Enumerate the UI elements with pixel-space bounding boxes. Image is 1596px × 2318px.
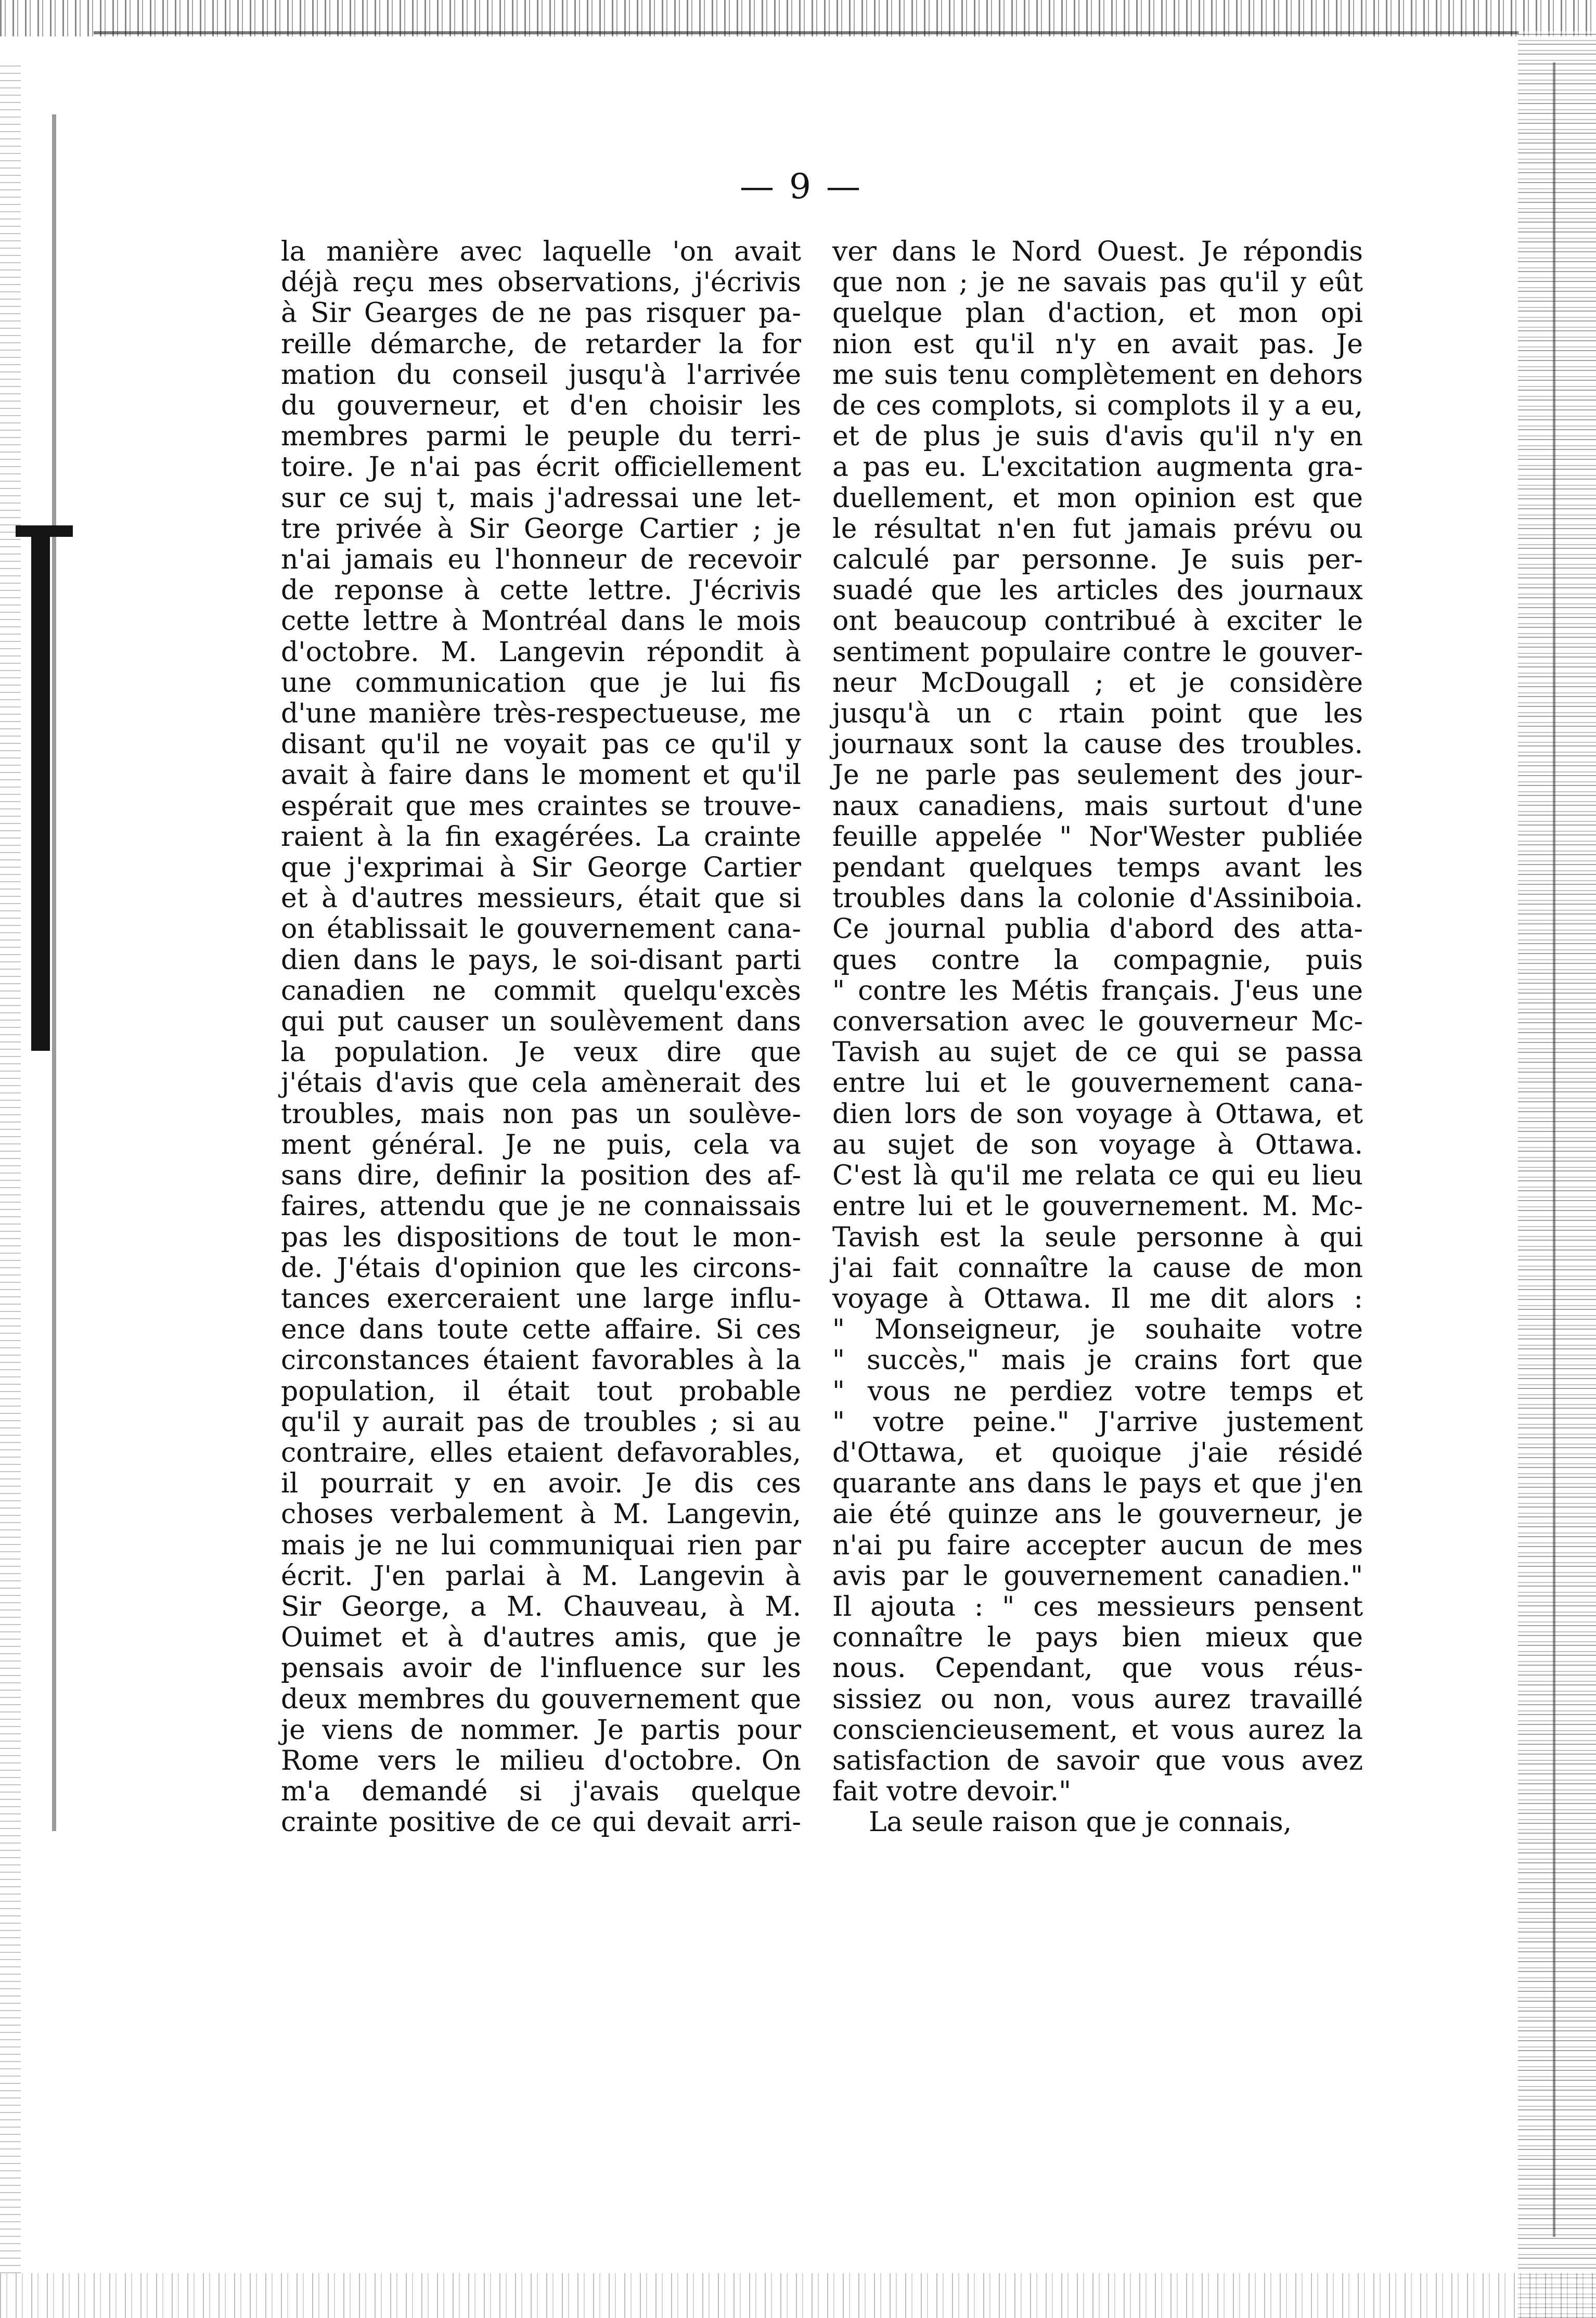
text-line: deux membres du gouvernement que — [281, 1683, 801, 1715]
text-line: " Monseigneur, je souhaite votre — [832, 1314, 1363, 1346]
text-line: tre privée à Sir George Cartier ; je — [281, 513, 801, 545]
text-line: on établissait le gouvernement cana- — [281, 913, 801, 945]
text-line: raient à la fin exagérées. La crainte — [281, 821, 801, 853]
scan-border-top — [94, 31, 1519, 34]
text-line: conversation avec le gouverneur Mc- — [832, 1006, 1363, 1038]
scan-noise-right — [1518, 31, 1596, 2318]
text-line: il pourrait y en avoir. Je dis ces — [281, 1468, 801, 1500]
text-line: que non ; je ne savais pas qu'il y eût — [832, 267, 1363, 299]
text-line: disant qu'il ne voyait pas ce qu'il y — [281, 729, 801, 761]
text-line: mais je ne lui communiquai rien par — [281, 1529, 801, 1561]
scan-border-right — [1553, 62, 1555, 2237]
text-line: avait à faire dans le moment et qu'il — [281, 759, 801, 791]
text-line: circonstances étaient favorables à la — [281, 1345, 801, 1376]
text-line: naux canadiens, mais surtout d'une — [832, 790, 1363, 822]
text-line: avis par le gouvernement canadien." — [832, 1560, 1363, 1592]
text-line: nous. Cependant, que vous réus- — [832, 1653, 1363, 1684]
text-line: espérait que mes craintes se trouve- — [281, 790, 801, 822]
text-line: aie été quinze ans le gouverneur, je — [832, 1499, 1363, 1530]
text-line: dien dans le pays, le soi-disant parti — [281, 944, 801, 976]
text-line: ence dans toute cette affaire. Si ces — [281, 1314, 801, 1346]
text-line: tances exerceraient une large influ- — [281, 1283, 801, 1315]
text-line: suadé que les articles des journaux — [832, 575, 1363, 607]
text-line: d'Ottawa, et quoique j'aie résidé — [832, 1437, 1363, 1469]
text-line: d'une manière très-respectueuse, me — [281, 698, 801, 730]
text-line: entre lui et le gouvernement. M. Mc- — [832, 1191, 1363, 1222]
text-line: de. J'étais d'opinion que les circons- — [281, 1252, 801, 1284]
text-line: pensais avoir de l'influence sur les — [281, 1653, 801, 1684]
text-column-left — [281, 237, 801, 1838]
text-line: une communication que je lui fis — [281, 667, 801, 699]
text-line: C'est là qu'il me relata ce qui eu lieu — [832, 1160, 1363, 1192]
text-line: toire. Je n'ai pas écrit officiellement — [281, 452, 801, 483]
text-line: et à d'autres messieurs, était que si — [281, 883, 801, 915]
text-line: cette lettre à Montréal dans le mois — [281, 606, 801, 637]
text-line: le résultat n'en fut jamais prévu ou — [832, 513, 1363, 545]
text-line: nion est qu'il n'y en avait pas. Je — [832, 328, 1363, 360]
scan-noise-left — [0, 62, 21, 2273]
text-line: Sir George, a M. Chauveau, à M. — [281, 1591, 801, 1622]
text-line: membres parmi le peuple du terri- — [281, 421, 801, 453]
text-line: canadien ne commit quelqu'excès — [281, 975, 801, 1007]
text-line: mation du conseil jusqu'à l'arrivée — [281, 359, 801, 391]
text-line: Ouimet et à d'autres amis, que je — [281, 1622, 801, 1654]
text-line: " succès," mais je crains fort que — [832, 1345, 1363, 1376]
text-line: reille démarche, de retarder la for — [281, 328, 801, 360]
scan-noise-bottom — [0, 2273, 1596, 2318]
text-line: pendant quelques temps avant les — [832, 852, 1363, 884]
text-line: consciencieusement, et vous aurez la — [832, 1714, 1363, 1746]
text-line: pas les dispositions de tout le mon- — [281, 1221, 801, 1253]
text-line: d'octobre. M. Langevin répondit à — [281, 636, 801, 668]
text-line: me suis tenu complètement en dehors — [832, 359, 1363, 391]
text-line: ver dans le Nord Ouest. Je répondis — [832, 236, 1363, 267]
text-line: La seule raison que je connais, — [869, 1807, 1292, 1838]
text-line: sentiment populaire contre le gouver- — [832, 636, 1363, 668]
binding-clip — [31, 531, 50, 1051]
binding-shadow — [52, 114, 56, 1831]
text-line: entre lui et le gouvernement cana- — [832, 1067, 1363, 1099]
text-line: Je ne parle pas seulement des jour- — [832, 759, 1363, 791]
text-line: jusqu'à un c rtain point que les — [832, 698, 1363, 730]
text-line: calculé par personne. Je suis per- — [832, 544, 1363, 576]
text-line: écrit. J'en parlai à M. Langevin à — [281, 1560, 801, 1592]
text-line: ques contre la compagnie, puis — [832, 944, 1363, 976]
text-line: a pas eu. L'excitation augmenta gra- — [832, 452, 1363, 483]
text-line: ont beaucoup contribué à exciter le — [832, 606, 1363, 637]
text-line: j'ai fait connaître la cause de mon — [832, 1252, 1363, 1284]
text-line: Ce journal publia d'abord des atta- — [832, 913, 1363, 945]
text-line: que j'exprimai à Sir George Cartier — [281, 852, 801, 884]
text-line: j'étais d'avis que cela amènerait des — [281, 1067, 801, 1099]
text-line: sans dire, definir la position des af- — [281, 1160, 801, 1192]
text-line: troubles dans la colonie d'Assiniboia. — [832, 883, 1363, 915]
text-line: Il ajouta : " ces messieurs pensent — [832, 1591, 1363, 1622]
text-line: la manière avec laquelle 'on avait — [281, 236, 801, 267]
text-line: Tavish est la seule personne à qui — [832, 1221, 1363, 1253]
text-line: " contre les Métis français. J'eus une — [832, 975, 1363, 1007]
text-line: quelque plan d'action, et mon opi — [832, 298, 1363, 329]
text-line: connaître le pays bien mieux que — [832, 1622, 1363, 1654]
text-line: m'a demandé si j'avais quelque — [281, 1776, 801, 1808]
text-line: qu'il y aurait pas de troubles ; si au — [281, 1406, 801, 1438]
text-line: choses verbalement à M. Langevin, — [281, 1499, 801, 1530]
text-line: " vous ne perdiez votre temps et — [832, 1375, 1363, 1407]
text-line: qui put causer un soulèvement dans — [281, 1006, 801, 1038]
text-line: feuille appelée " Nor'Wester publiée — [832, 821, 1363, 853]
text-line: et de plus je suis d'avis qu'il n'y en — [832, 421, 1363, 453]
text-line: crainte positive de ce qui devait arri- — [281, 1807, 801, 1838]
text-line: au sujet de son voyage à Ottawa. — [832, 1129, 1363, 1161]
text-line: fait votre devoir." — [832, 1776, 1072, 1808]
text-line: de reponse à cette lettre. J'écrivis — [281, 575, 801, 607]
text-line: n'ai pu faire accepter aucun de mes — [832, 1529, 1363, 1561]
text-line: à Sir Gearges de ne pas risquer pa- — [281, 298, 801, 329]
text-line: Tavish au sujet de ce qui se passa — [832, 1037, 1363, 1068]
text-column-right — [832, 237, 1363, 1838]
text-line: du gouverneur, et d'en choisir les — [281, 390, 801, 422]
text-line: troubles, mais non pas un soulève- — [281, 1098, 801, 1130]
text-line: sissiez ou non, vous aurez travaillé — [832, 1683, 1363, 1715]
text-line: je viens de nommer. Je partis pour — [281, 1714, 801, 1746]
text-line: sur ce suj t, mais j'adressai une let- — [281, 482, 801, 514]
page-number: — 9 — — [740, 166, 863, 207]
text-line: la population. Je veux dire que — [281, 1037, 801, 1068]
text-line: contraire, elles etaient defavorables, — [281, 1437, 801, 1469]
text-line: journaux sont la cause des troubles. — [832, 729, 1363, 761]
text-line: satisfaction de savoir que vous avez — [832, 1745, 1363, 1776]
text-line: duellement, et mon opinion est que — [832, 482, 1363, 514]
text-line: de ces complots, si complots il y a eu, — [832, 390, 1363, 422]
text-line: neur McDougall ; et je considère — [832, 667, 1363, 699]
text-line: " votre peine." J'arrive justement — [832, 1406, 1363, 1438]
text-line: dien lors de son voyage à Ottawa, et — [832, 1098, 1363, 1130]
text-line: n'ai jamais eu l'honneur de recevoir — [281, 544, 801, 576]
text-line: ment général. Je ne puis, cela va — [281, 1129, 801, 1161]
text-line: déjà reçu mes observations, j'écrivis — [281, 267, 801, 299]
text-line: faires, attendu que je ne connaissais — [281, 1191, 801, 1222]
text-line: Rome vers le milieu d'octobre. On — [281, 1745, 801, 1776]
text-line: voyage à Ottawa. Il me dit alors : — [832, 1283, 1363, 1315]
text-line: quarante ans dans le pays et que j'en — [832, 1468, 1363, 1500]
text-line: population, il était tout probable — [281, 1375, 801, 1407]
